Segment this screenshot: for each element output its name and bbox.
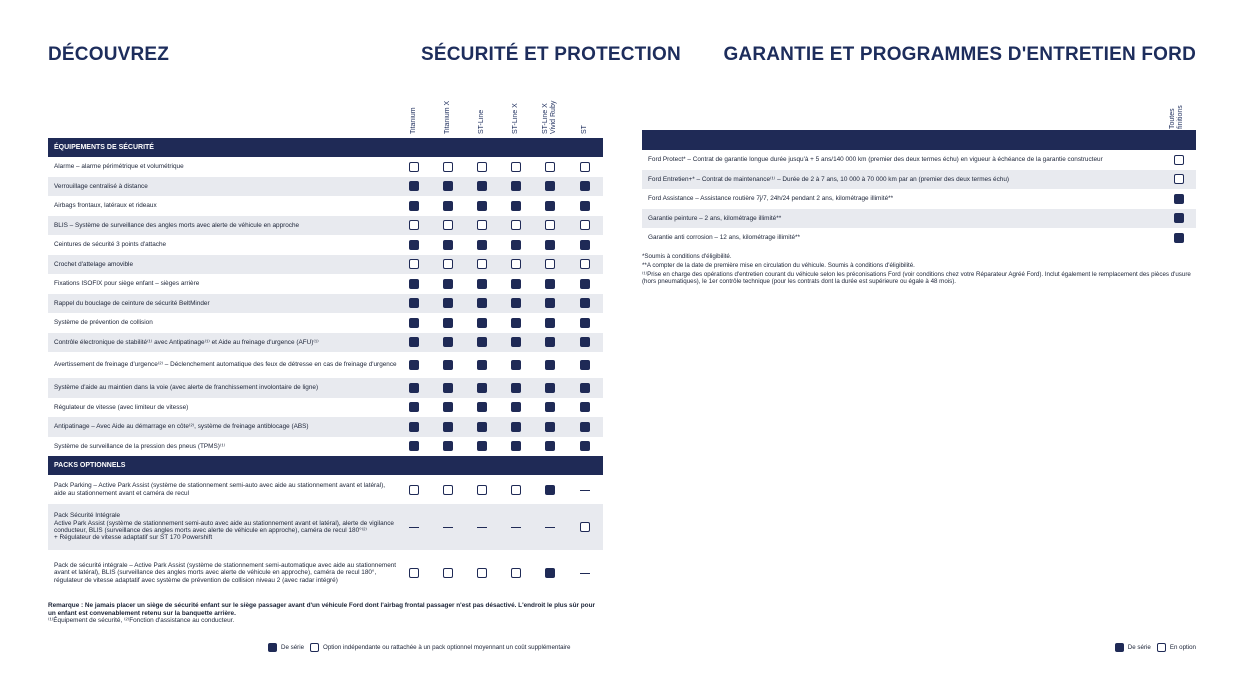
warranty-table [642, 130, 1196, 248]
standard-square-icon [477, 360, 487, 370]
table-row [48, 196, 603, 216]
row-label: Rappel du bouclage de ceinture de sécurité BeltMinder [54, 299, 210, 307]
standard-square-icon [443, 402, 453, 412]
standard-square-icon [409, 402, 419, 412]
remark-text: Remarque : Ne jamais placer un siège de sécurité enfant sur le siège passager avant d'un véhicule Ford dont l'airbag frontal passager n'est pas désactivé. L'endroit le plus sûr pour un enfant est convenablement retenu sur la banquette arrière. [48, 602, 595, 617]
legend-optional-label: Option indépendante ou rattachée à un pack optionnel moyennant un coût supplémentaire [323, 644, 571, 651]
row-label: Pack Parking – Active Park Assist (système de stationnement semi-auto avec aide au stationnement avant et latéral), aide au stationnement avant et caméra de recul [54, 482, 386, 497]
row-label: Antipatinage – Avec Aide au démarrage en côte⁽²⁾, système de freinage antiblocage (ABS) [54, 423, 309, 431]
optional-square-icon [477, 220, 487, 230]
not-available-dash-icon [409, 527, 419, 528]
standard-square-icon [477, 298, 487, 308]
standard-square-icon [511, 337, 521, 347]
trim-column-headers [48, 96, 603, 136]
optional-square-icon [409, 220, 419, 230]
table-row [48, 398, 603, 418]
standard-square-icon [511, 181, 521, 191]
legend-right-optional [1157, 643, 1196, 652]
standard-square-icon [580, 441, 590, 451]
row-label: Pack de sécurité intégrale – Active Park Assist (système de stationnement semi-automatique avec aide au stationnement avant et latéral), BLIS (surveillance des angles morts avec alerte de véhicule en approche), caméra de recul 180°, régulateur de vitesse adaptatif avec système de prévention de collision niveau 2 (avec radar intégré) [54, 561, 397, 584]
standard-square-icon [511, 383, 521, 393]
not-available-dash-icon [580, 573, 590, 574]
column-header [540, 94, 560, 134]
safety-table [48, 138, 603, 596]
not-available-dash-icon [580, 490, 590, 491]
standard-square-icon [409, 298, 419, 308]
standard-square-icon [409, 383, 419, 393]
standard-square-icon [545, 568, 555, 578]
standard-square-icon [580, 360, 590, 370]
remark-footnote: ⁽¹⁾Équipement de sécurité, ⁽²⁾Fonction d'assistance au conducteur. [48, 617, 235, 625]
optional-square-icon [1174, 174, 1184, 184]
standard-square-icon [443, 298, 453, 308]
legend-optional [310, 643, 570, 652]
optional-square-icon [511, 568, 521, 578]
section-title-warranty: GARANTIE ET PROGRAMMES D'ENTRETIEN FORD [723, 44, 1196, 65]
table-row [48, 504, 603, 550]
row-label: Avertissement de freinage d'urgence⁽²⁾ – Déclenchement automatique des feux de détresse en cas de freinage d'urgence [54, 361, 397, 369]
column-header-label: ST-Line [478, 109, 485, 134]
standard-square-icon [511, 279, 521, 289]
standard-square-icon [477, 441, 487, 451]
standard-square-icon [511, 201, 521, 211]
legend-right-optional-label: En option [1169, 644, 1196, 651]
optional-square-icon [545, 259, 555, 269]
standard-square-icon [443, 360, 453, 370]
row-label: Alarme – alarme périmétrique et volumétrique [54, 163, 184, 171]
column-header-label: Titanium [410, 107, 417, 134]
optional-square-icon [409, 259, 419, 269]
table-row [48, 274, 603, 294]
table-row [48, 313, 603, 333]
column-header-label: ST-Line X [512, 103, 519, 134]
warranty-section-header [642, 130, 1196, 150]
standard-square-icon [409, 181, 419, 191]
standard-square-icon [545, 279, 555, 289]
not-available-dash-icon [443, 527, 453, 528]
standard-square-icon [1174, 213, 1184, 223]
table-row [48, 475, 603, 504]
table-row [48, 437, 603, 457]
standard-square-icon [511, 422, 521, 432]
page-title-left: DÉCOUVREZ [48, 44, 170, 65]
legend-right-standard-label: De série [1127, 644, 1151, 651]
standard-square-icon [409, 441, 419, 451]
table-row [48, 352, 603, 378]
section-header: PACKS OPTIONNELS [48, 456, 603, 475]
standard-square-icon [443, 201, 453, 211]
optional-square-icon [545, 220, 555, 230]
standard-square-icon [580, 402, 590, 412]
standard-square-icon [545, 318, 555, 328]
standard-square-icon [477, 422, 487, 432]
column-header-label: Titanium X [444, 100, 451, 134]
optional-square-icon [545, 162, 555, 172]
standard-square-icon [545, 422, 555, 432]
standard-square-icon [409, 279, 419, 289]
row-label: Verrouillage centralisé à distance [54, 182, 148, 190]
row-label: Garantie anti corrosion – 12 ans, kilométrage illimité** [648, 234, 801, 242]
standard-square-icon [580, 337, 590, 347]
standard-square-icon [511, 360, 521, 370]
row-label: Ford Assistance – Assistance routière 7j/7, 24h/24 pendant 2 ans, kilométrage illimité** [648, 195, 894, 203]
optional-square-icon [511, 259, 521, 269]
standard-square-icon [545, 383, 555, 393]
standard-square-icon [409, 337, 419, 347]
optional-square-icon [409, 568, 419, 578]
legend-right-standard [1115, 643, 1151, 652]
standard-square-icon [545, 181, 555, 191]
standard-square-icon [409, 422, 419, 432]
optional-square-icon [477, 568, 487, 578]
standard-square-icon [580, 422, 590, 432]
table-row [48, 294, 603, 314]
standard-square-icon [443, 318, 453, 328]
standard-square-icon [477, 337, 487, 347]
standard-square-icon [511, 318, 521, 328]
warranty-column-label: Toutes finitions [1169, 105, 1184, 129]
standard-square-icon [1115, 643, 1124, 652]
standard-square-icon [1174, 194, 1184, 204]
standard-square-icon [477, 402, 487, 412]
row-label: Système de prévention de collision [54, 319, 153, 327]
table-row [642, 228, 1196, 248]
not-available-dash-icon [545, 527, 555, 528]
standard-square-icon [580, 318, 590, 328]
standard-square-icon [545, 337, 555, 347]
standard-square-icon [268, 643, 277, 652]
optional-square-icon [1157, 643, 1166, 652]
table-row [642, 170, 1196, 190]
column-header [472, 94, 492, 134]
optional-square-icon [580, 220, 590, 230]
standard-square-icon [545, 441, 555, 451]
legend-standard [268, 643, 304, 652]
standard-square-icon [580, 383, 590, 393]
optional-square-icon [443, 259, 453, 269]
standard-square-icon [545, 240, 555, 250]
optional-square-icon [1174, 155, 1184, 165]
standard-square-icon [545, 360, 555, 370]
standard-square-icon [443, 337, 453, 347]
row-label: Ford Entretien+* – Contrat de maintenance⁽¹⁾ – Durée de 2 à 7 ans, 10 000 à 70 000 km par an (premier des deux termes échu) [648, 175, 1010, 183]
row-label: Régulateur de vitesse (avec limiteur de vitesse) [54, 403, 189, 411]
table-row [48, 550, 603, 596]
standard-square-icon [477, 201, 487, 211]
standard-square-icon [409, 360, 419, 370]
optional-square-icon [580, 259, 590, 269]
row-label: Système d'aide au maintien dans la voie (avec alerte de franchissement involontaire de ligne) [54, 384, 319, 392]
column-header [438, 94, 458, 134]
optional-square-icon [477, 485, 487, 495]
row-label: BLIS – Système de surveillance des angles morts avec alerte de véhicule en approche [54, 221, 300, 229]
standard-square-icon [443, 422, 453, 432]
warranty-column-header [1170, 97, 1184, 129]
standard-square-icon [477, 181, 487, 191]
optional-square-icon [443, 220, 453, 230]
table-row [48, 333, 603, 353]
table-row [48, 157, 603, 177]
standard-square-icon [477, 383, 487, 393]
optional-square-icon [511, 485, 521, 495]
standard-square-icon [511, 298, 521, 308]
row-label: Ford Protect* – Contrat de garantie longue durée jusqu'à + 5 ans/140 000 km (premier des deux termes échu) en vigueur à échéance de la garantie constructeur [648, 156, 1103, 164]
safety-remark [48, 602, 603, 625]
column-header-label: ST-Line X Vivid Ruby [542, 100, 557, 134]
optional-square-icon [443, 162, 453, 172]
column-header [506, 94, 526, 134]
standard-square-icon [545, 201, 555, 211]
standard-square-icon [409, 318, 419, 328]
table-row [48, 216, 603, 236]
warranty-note-3: ⁽¹⁾Prise en charge des opérations d'entretien courant du véhicule selon les préconisations Ford (voir conditions chez votre Réparateur Agréé Ford). Inclut également le remplacement des pièces d'usure (hors pneumatiques), le 1er contrôle technique (pour les contrats dont la durée est supérieure ou égale à 48 mois). [642, 271, 1191, 286]
standard-square-icon [580, 240, 590, 250]
not-available-dash-icon [511, 527, 521, 528]
row-label: Airbags frontaux, latéraux et rideaux [54, 202, 157, 210]
optional-square-icon [310, 643, 319, 652]
legend-right [1115, 643, 1196, 652]
standard-square-icon [477, 279, 487, 289]
table-row [642, 189, 1196, 209]
standard-square-icon [580, 279, 590, 289]
optional-square-icon [580, 522, 590, 532]
standard-square-icon [477, 318, 487, 328]
standard-square-icon [443, 279, 453, 289]
warranty-notes [642, 252, 1196, 286]
standard-square-icon [545, 298, 555, 308]
table-row [48, 255, 603, 275]
table-row [48, 378, 603, 398]
optional-square-icon [409, 485, 419, 495]
column-header-label: ST [581, 125, 588, 134]
row-label: Fixations ISOFIX pour siège enfant – sièges arrière [54, 280, 200, 288]
standard-square-icon [511, 240, 521, 250]
table-row [48, 417, 603, 437]
legend-left [268, 643, 576, 652]
row-label: Contrôle électronique de stabilité⁽¹⁾ avec Antipatinage⁽¹⁾ et Aide au freinage d'urgence (AFU)⁽¹⁾ [54, 338, 319, 346]
standard-square-icon [477, 240, 487, 250]
row-label: Système de surveillance de la pression des pneus (TPMS)⁽¹⁾ [54, 442, 226, 450]
optional-square-icon [580, 162, 590, 172]
standard-square-icon [1174, 233, 1184, 243]
standard-square-icon [409, 240, 419, 250]
standard-square-icon [545, 485, 555, 495]
optional-square-icon [409, 162, 419, 172]
column-header [575, 94, 595, 134]
table-row [642, 150, 1196, 170]
optional-square-icon [443, 485, 453, 495]
row-label: Ceintures de sécurité 3 points d'attache [54, 241, 167, 249]
standard-square-icon [443, 441, 453, 451]
optional-square-icon [511, 220, 521, 230]
optional-square-icon [477, 259, 487, 269]
standard-square-icon [409, 201, 419, 211]
standard-square-icon [545, 402, 555, 412]
optional-square-icon [511, 162, 521, 172]
optional-square-icon [477, 162, 487, 172]
section-header: ÉQUIPEMENTS DE SÉCURITÉ [48, 138, 603, 157]
warranty-note-2: **A compter de la date de première mise en circulation du véhicule. Soumis à conditions d'éligibilité. [642, 262, 915, 269]
table-row [48, 177, 603, 197]
table-row [642, 209, 1196, 229]
table-row [48, 235, 603, 255]
warranty-note-1: *Soumis à conditions d'éligibilité. [642, 253, 732, 260]
standard-square-icon [511, 402, 521, 412]
standard-square-icon [443, 181, 453, 191]
column-header [404, 94, 424, 134]
row-label: Crochet d'attelage amovible [54, 260, 134, 268]
standard-square-icon [580, 181, 590, 191]
row-label: Garantie peinture – 2 ans, kilométrage illimité** [648, 214, 782, 222]
section-title-safety: SÉCURITÉ ET PROTECTION [421, 44, 681, 65]
standard-square-icon [511, 441, 521, 451]
not-available-dash-icon [477, 527, 487, 528]
row-label: Pack Sécurité Intégrale Active Park Assist (système de stationnement semi-auto avec aide au stationnement avant et latéral), alerte de vigilance conducteur, BLIS (surveillance des angles morts avec alerte de véhicule en approche), caméra de recul 180°⁽²⁾ + Régulateur de vitesse adaptatif sur ST 170 Powershift [54, 512, 394, 542]
standard-square-icon [580, 298, 590, 308]
standard-square-icon [580, 201, 590, 211]
optional-square-icon [443, 568, 453, 578]
standard-square-icon [443, 240, 453, 250]
legend-standard-label: De série [281, 644, 305, 651]
standard-square-icon [443, 383, 453, 393]
